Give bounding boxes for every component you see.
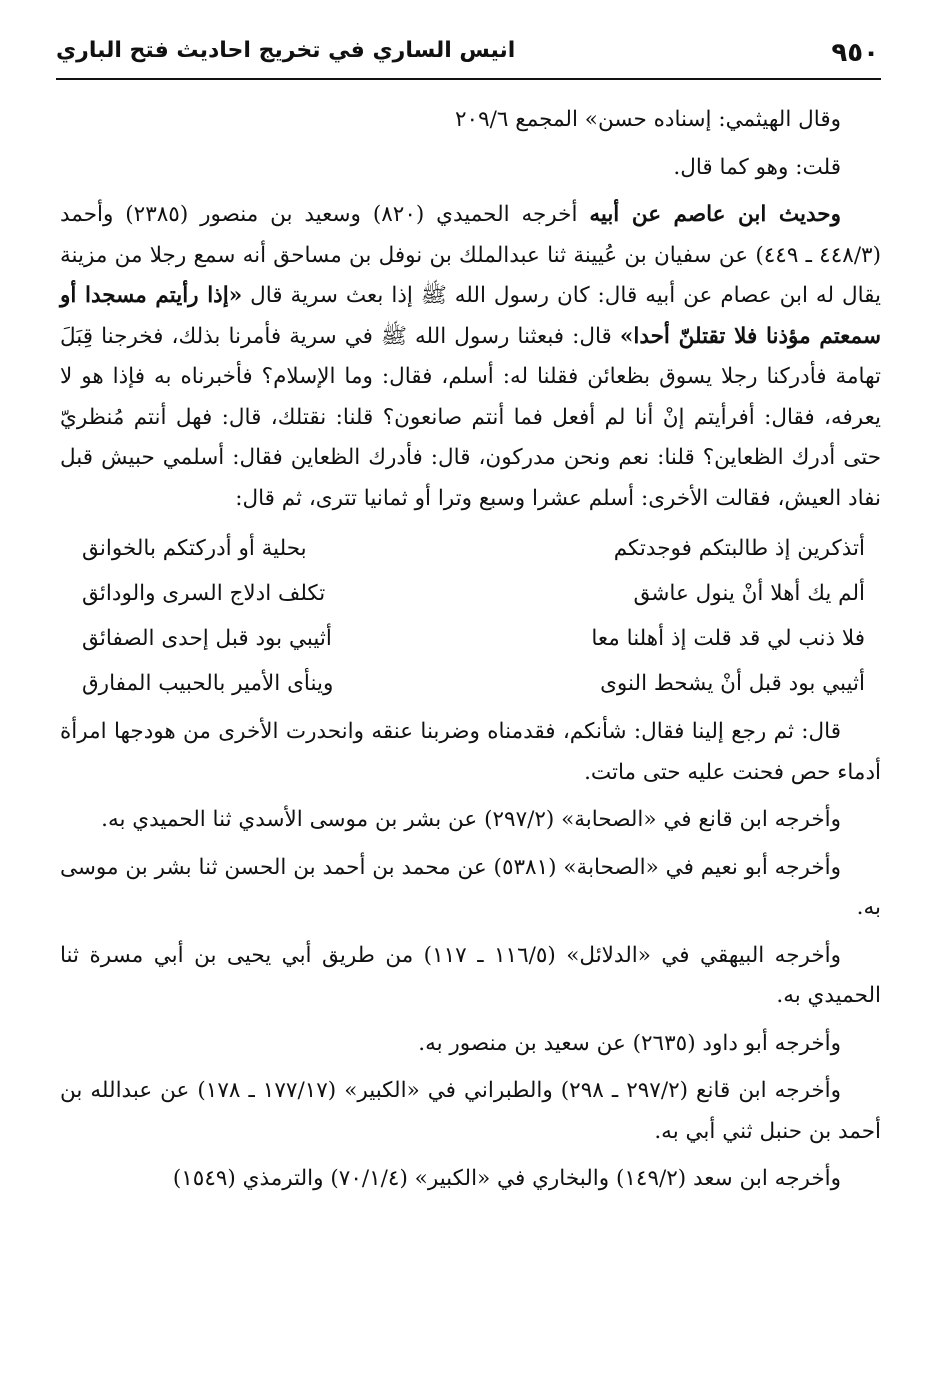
paragraph-qultu: قلت: وهو كما قال.: [673, 154, 841, 180]
verse-second-half: وينأى الأمير بالحبيب المفارق: [82, 671, 334, 696]
paragraph-tabarani: وأخرجه ابن قانع (٢٩٧/٢ ـ ٢٩٨) والطبراني في «الكبير» (١٧٧/١٧ ـ ١٧٨) عن عبدالله بن أحمد بن حنبل ثني أبي به.: [60, 1078, 881, 1144]
verse-second-half: تكلف ادلاج السرى والودائق: [82, 581, 326, 606]
paragraph-bayhaqi: وأخرجه البيهقي في «الدلائل» (١١٦/٥ ـ ١١٧) من طريق أبي يحيى بن أبي مسرة ثنا الحميدي به.: [60, 942, 881, 1008]
verse-first-half: فلا ذنب لي قد قلت إذ أهلنا معا: [591, 626, 865, 651]
hadith-text-1: أخرجه الحميدي (٨٢٠) وسعيد بن منصور (٢٣٨٥) وأحمد (٤٤٨/٣ ـ ٤٤٩) عن سفيان بن عُيينة ثنا عبدالملك بن نوفل بن مساحق أنه سمع رجلا من مزينة يقال له ابن عصام عن أبيه قال: كان رسول الله ﷺ إذا بعث سرية قال: [60, 202, 881, 308]
verse-second-half: بحلية أو أدركتكم بالخوانق: [82, 536, 307, 561]
verse-first-half: ألم يك أهلا أنْ ينول عاشق: [633, 581, 865, 606]
paragraph-ibn-qani: وأخرجه ابن قانع في «الصحابة» (٢٩٧/٢) عن بشر بن موسى الأسدي ثنا الحميدي به.: [101, 807, 841, 832]
paragraph-ending: قال: ثم رجع إلينا فقال: شأنكم، فقدمناه وضربنا عنقه وانحدرت الأخرى من هودجها امرأة أدماء حص فحنت عليه حتى ماتت.: [60, 719, 881, 785]
poem-verse: [60, 571, 881, 616]
page-number: ٩٥٠: [831, 38, 879, 68]
page-body: [60, 100, 881, 1207]
page-header: [56, 38, 881, 80]
poem-verse: [60, 661, 881, 706]
hadith-quote: «إذا رأيتم مسجدا أو سمعتم مؤذنا فلا تقتلنّ أحدا»: [60, 283, 881, 349]
verse-first-half: أثيبي بود قبل أنْ يشحط النوى: [600, 671, 865, 696]
hadith-text-2: قال: فبعثنا رسول الله ﷺ في سرية فأمرنا بذلك، فخرجنا قِبَلَ تهامة فأدركنا رجلا يسوق بظعائن فقلنا له: أسلم، فقال: وما الإسلام؟ فأخبرناه به فإذا هو لا يعرفه، فقال: أفرأيتم إنْ أنا لم أفعل فما أنتم صانعون؟ قلنا: نقتلك، قال: فهل أنتم مُنظريّ حتى أدرك الظعاين؟ قلنا: نعم ونحن مدركون، قال: فأدرك الظعاين فقال: أسلمي حبيش قبل نفاد العيش، فقالت الأخرى: أسلم عشرا وسبع وترا أو ثمانيا تترى، ثم قال:: [60, 323, 881, 511]
verse-first-half: أتذكرين إذ طالبتكم فوجدتكم: [613, 536, 865, 561]
running-title: انيس الساري في تخريج احاديث فتح الباري: [56, 38, 516, 63]
paragraph-abu-nuaym: وأخرجه أبو نعيم في «الصحابة» (٥٣٨١) عن محمد بن أحمد بن الحسن ثنا بشر بن موسى به.: [60, 854, 881, 920]
paragraph-abu-dawud: وأخرجه أبو داود (٢٦٣٥) عن سعيد بن منصور به.: [418, 1030, 841, 1056]
paragraph-hadith: [60, 195, 881, 519]
verse-second-half: أثيبي بود قبل إحدى الصفائق: [82, 626, 332, 651]
paragraph-ibn-saad: وأخرجه ابن سعد (١٤٩/٢) والبخاري في «الكبير» (٧٠/١/٤) والترمذي (١٥٤٩): [172, 1166, 841, 1191]
hadith-lead: وحديث ابن عاصم عن أبيه: [589, 202, 841, 227]
paragraph-haythami: وقال الهيثمي: إسناده حسن» المجمع ٢٠٩/٦: [454, 107, 841, 132]
poem: [60, 526, 881, 706]
poem-verse: [60, 526, 881, 571]
poem-verse: [60, 616, 881, 661]
